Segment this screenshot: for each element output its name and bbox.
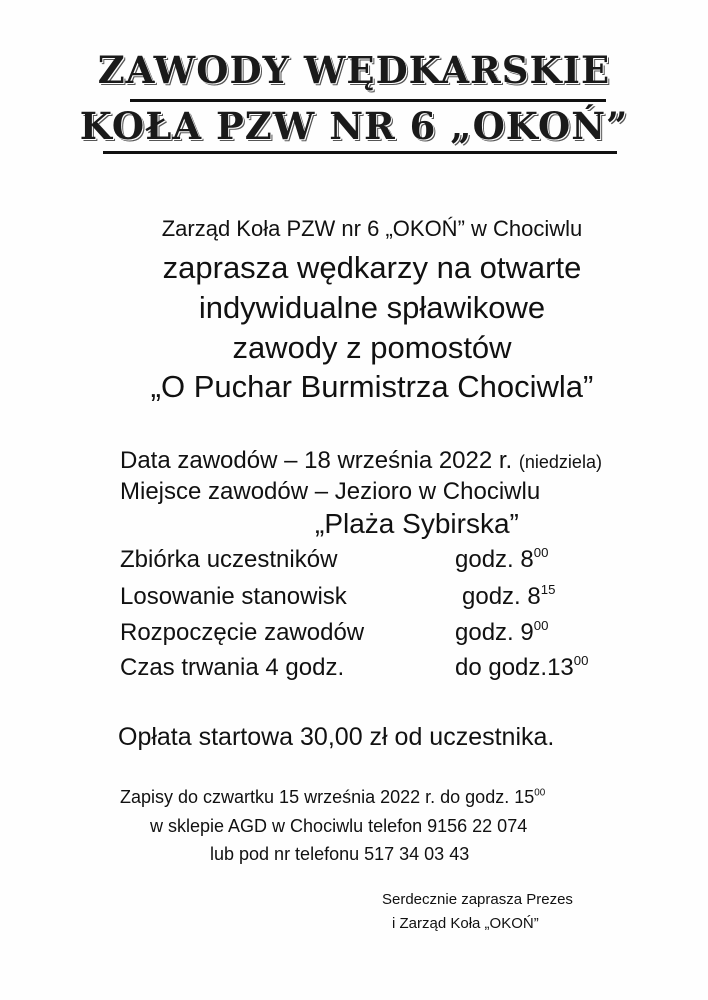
title-underline-1 [130,99,606,102]
signature-line-2: i Zarząd Koła „OKOŃ” [392,915,539,932]
entry-fee: Opłata startowa 30,00 zł od uczestnika. [118,723,555,751]
schedule-time: godz. $9^{00}$ [455,618,549,646]
schedule-label: Czas trwania 4 godz. [120,654,345,681]
event-date [120,449,602,473]
event-date-text: Data zawodów – 18 września 2022 r. [120,447,513,474]
title-line-2: KOŁA PZW NR 6 „OKOŃ” [79,104,629,148]
schedule-label: Rozpoczęcie zawodów [120,619,365,646]
intro-type: indywidualne spławikowe [198,290,546,325]
intro-organizer: Zarząd Koła PZW nr 6 „OKOŃ” w Chociwlu [161,216,583,241]
signature-line-1: Serdecznie zaprasza Prezes [382,891,573,908]
title-underline-2 [103,151,617,154]
event-place: Miejsce zawodów – Jezioro w Chociwlu [120,478,541,505]
schedule-time: do $godz.13^{00}$ [455,653,589,681]
event-place-name: „Plaża Sybirska” [315,508,519,539]
schedule-time: godz. $8^{00}$ [455,545,549,573]
registration-deadline: Zapisy do czwartku 15 września 2022 r. do godz. $15^{00}$ [120,787,546,807]
title-line-1: ZAWODY WĘDKARSKIE [97,48,611,92]
schedule-time: godz. $8^{15}$ [462,582,556,610]
schedule-label: Losowanie stanowisk [120,583,347,610]
intro-invite: zaprasza wędkarzy na otwarte [162,250,582,285]
schedule-label: Zbiórka uczestników [120,546,338,573]
intro-cup: „O Puchar Burmistrza Chociwla” [150,369,594,404]
registration-shop: w sklepie AGD w Chociwlu telefon 9156 22 074 [150,816,528,836]
event-day: (niedziela) [518,452,602,472]
registration-phone: lub pod nr telefonu 517 34 03 43 [210,844,470,864]
intro-kind: zawody z pomostów [232,330,512,365]
